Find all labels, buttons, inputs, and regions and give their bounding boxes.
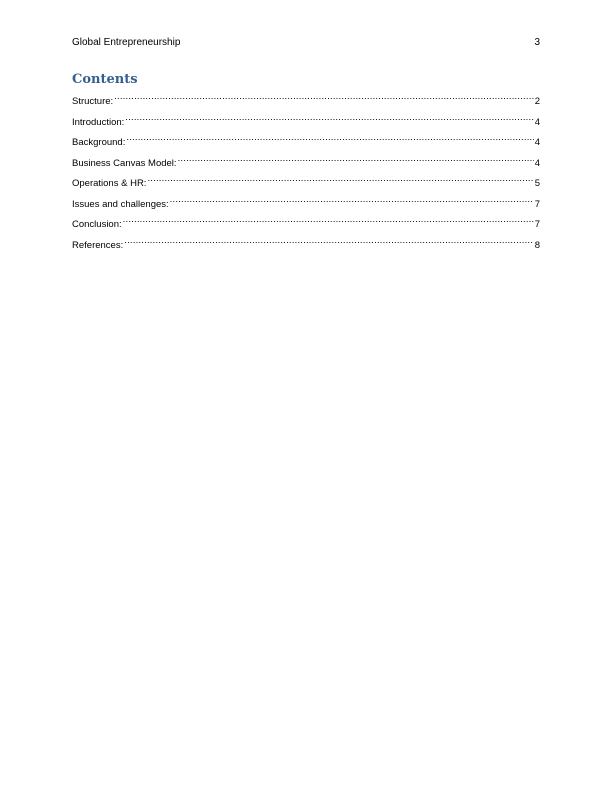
toc-entry-page[interactable]: 4	[534, 116, 540, 128]
header-page-number: 3	[534, 37, 540, 48]
toc-entry-title[interactable]: Operations & HR:	[72, 178, 147, 189]
toc-entry-title[interactable]: Conclusion:	[72, 219, 122, 230]
toc-entry-title[interactable]: Introduction:	[72, 116, 125, 128]
toc-leader-dots	[178, 152, 534, 166]
toc-entry-structure[interactable]	[72, 90, 540, 111]
header-title: Global Entrepreneurship	[72, 37, 181, 48]
toc-heading: Contents	[72, 72, 138, 87]
toc-entry-page[interactable]: 7	[534, 198, 540, 210]
toc-leader-dots	[114, 90, 534, 104]
toc-entry-page[interactable]: 5	[534, 178, 540, 189]
toc-entry-page[interactable]: 7	[534, 219, 540, 230]
table-of-contents	[72, 90, 540, 254]
toc-entry-introduction[interactable]	[72, 111, 540, 132]
toc-entry-business-canvas-model[interactable]	[72, 152, 540, 173]
toc-entry-title[interactable]: Business Canvas Model:	[72, 157, 177, 169]
toc-leader-dots	[124, 234, 533, 248]
toc-entry-conclusion[interactable]	[72, 213, 540, 234]
page-header	[72, 36, 540, 50]
toc-leader-dots	[170, 193, 534, 207]
toc-entry-title[interactable]: Issues and challenges:	[72, 198, 169, 210]
toc-entry-issues-and-challenges[interactable]	[72, 193, 540, 214]
toc-entry-operations-hr[interactable]	[72, 172, 540, 193]
toc-entry-background[interactable]	[72, 131, 540, 152]
toc-entry-title[interactable]: Structure:	[72, 96, 114, 107]
toc-leader-dots	[125, 111, 533, 125]
toc-entry-title[interactable]: References:	[72, 239, 124, 251]
toc-leader-dots	[126, 131, 533, 145]
toc-entry-page[interactable]: 4	[534, 137, 540, 148]
toc-entry-references[interactable]	[72, 234, 540, 255]
toc-entry-page[interactable]: 8	[534, 239, 540, 251]
toc-entry-title[interactable]: Background:	[72, 137, 126, 148]
toc-entry-page[interactable]: 4	[534, 157, 540, 169]
toc-entry-page[interactable]: 2	[534, 96, 540, 107]
toc-leader-dots	[147, 172, 533, 186]
toc-leader-dots	[123, 213, 534, 227]
